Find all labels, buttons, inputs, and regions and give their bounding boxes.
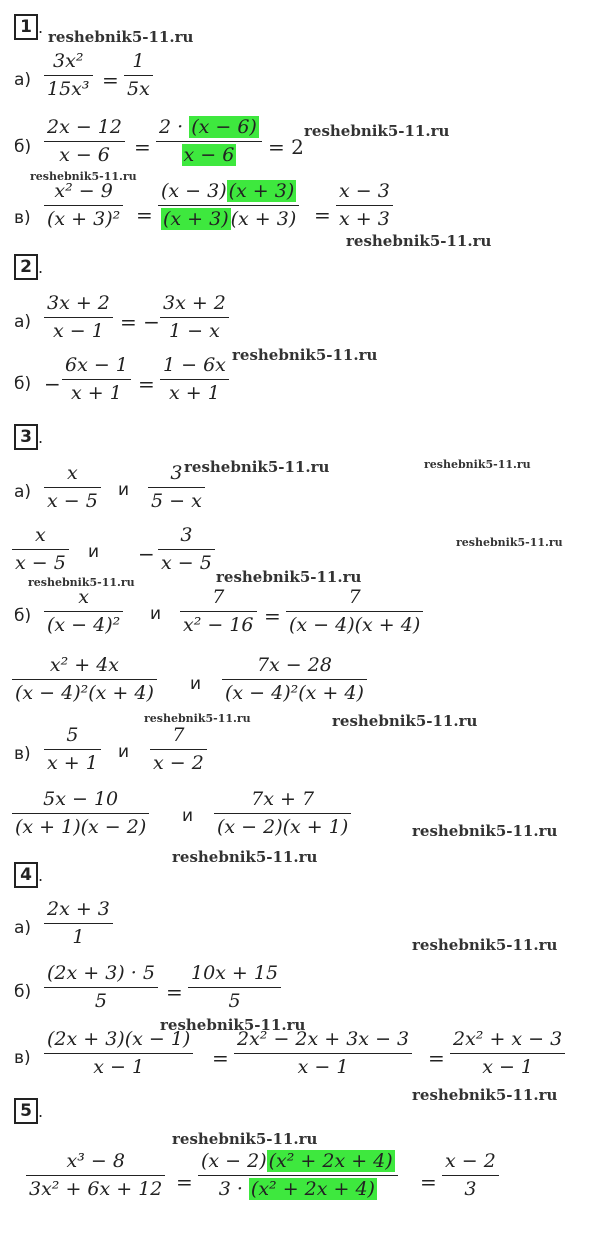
- and-word: и: [118, 480, 130, 500]
- factor: 2 ·: [159, 116, 190, 138]
- fraction: [442, 1152, 499, 1199]
- factor: (x − 3): [161, 180, 227, 202]
- and-word: и: [182, 806, 194, 826]
- denominator: (x + 3)²: [47, 208, 121, 231]
- denominator: x − 1: [482, 1056, 534, 1079]
- item-label-a: а): [14, 918, 32, 938]
- watermark: reshebnik5-11.ru: [232, 346, 378, 364]
- fraction: [222, 656, 367, 703]
- denominator: x − 1: [93, 1056, 145, 1079]
- watermark: reshebnik5-11.ru: [160, 1016, 306, 1034]
- item-label-v: в): [14, 1048, 31, 1068]
- denominator: x + 1: [71, 382, 122, 405]
- item-label-b: б): [14, 982, 32, 1002]
- fraction: [198, 1152, 398, 1199]
- and-word: и: [150, 604, 162, 624]
- equals-sign: =: [176, 1170, 193, 1194]
- and-word: и: [88, 542, 100, 562]
- numerator: 1: [132, 50, 145, 72]
- section-number-3: 3: [14, 424, 38, 450]
- equals-sign: =: [102, 68, 119, 92]
- denominator: x − 1: [297, 1056, 349, 1079]
- denominator: 3x² + 6x + 12: [29, 1178, 163, 1201]
- watermark: reshebnik5-11.ru: [424, 458, 531, 471]
- numerator: 7x + 7: [251, 788, 315, 810]
- numerator: x − 2: [445, 1150, 496, 1172]
- numerator: x − 3: [339, 180, 390, 202]
- numerator: (2x + 3) · 5: [47, 962, 155, 984]
- denominator: x − 5: [15, 552, 66, 575]
- minus-sign: −: [138, 542, 155, 566]
- denominator: (x − 4)²(x + 4): [225, 682, 364, 705]
- denominator: x + 1: [169, 382, 220, 405]
- watermark: reshebnik5-11.ru: [412, 936, 558, 954]
- denominator: x − 2: [153, 752, 204, 775]
- denominator: (x − 4)(x + 4): [289, 614, 421, 637]
- item-label-a: а): [14, 312, 32, 332]
- numerator: x: [35, 524, 46, 546]
- watermark: reshebnik5-11.ru: [28, 576, 135, 589]
- fraction: [26, 1152, 165, 1199]
- fraction: [44, 182, 123, 229]
- numerator: x: [78, 586, 89, 608]
- section-dot: .: [38, 258, 44, 277]
- fraction: [158, 526, 215, 573]
- watermark: reshebnik5-11.ru: [144, 712, 251, 725]
- fraction: [156, 118, 262, 165]
- numerator: 3x + 2: [163, 292, 226, 314]
- numerator: 5: [66, 724, 79, 746]
- denominator: [179, 142, 240, 165]
- item-label-b: б): [14, 606, 32, 626]
- item-label-b: б): [14, 374, 32, 394]
- highlighted-factor: (x + 3): [163, 208, 229, 231]
- watermark: reshebnik5-11.ru: [172, 1130, 318, 1148]
- numerator: 7: [348, 586, 361, 608]
- equals-sign: =: [428, 1046, 445, 1070]
- section-dot: .: [38, 18, 44, 37]
- section-dot: .: [38, 1102, 44, 1121]
- denominator: 15x³: [47, 78, 90, 101]
- section-number-1: 1: [14, 14, 38, 40]
- equals-sign: =: [166, 980, 183, 1004]
- fraction: [44, 588, 123, 635]
- watermark: reshebnik5-11.ru: [456, 536, 563, 549]
- fraction: [286, 588, 423, 635]
- watermark: reshebnik5-11.ru: [412, 1086, 558, 1104]
- fraction: [150, 726, 207, 773]
- fraction: [450, 1030, 565, 1077]
- numerator: x³ − 8: [66, 1150, 125, 1172]
- fraction: [44, 118, 125, 165]
- denominator: (x − 4)²(x + 4): [15, 682, 154, 705]
- numerator: [198, 1152, 398, 1175]
- watermark: reshebnik5-11.ru: [332, 712, 478, 730]
- equals-sign: =: [136, 203, 153, 227]
- denominator: x − 1: [53, 320, 104, 343]
- fraction: [180, 588, 257, 635]
- fraction: [44, 726, 101, 773]
- denominator: (x + 1)(x − 2): [15, 816, 147, 839]
- fraction: [44, 52, 93, 99]
- item-label-b: б): [14, 137, 32, 157]
- numerator: 7: [212, 586, 225, 608]
- fraction: [62, 356, 131, 403]
- fraction: [12, 526, 69, 573]
- highlighted-factor: (x² + 2x + 4): [250, 1178, 375, 1201]
- fraction: [336, 182, 393, 229]
- numerator: 3: [180, 524, 193, 546]
- numerator: (2x + 3)(x − 1): [47, 1028, 191, 1050]
- minus-sign: −: [44, 372, 61, 396]
- equals-sign: =: [138, 372, 155, 396]
- highlighted-factor: (x² + 2x + 4): [268, 1150, 393, 1172]
- numerator: 3x²: [53, 50, 84, 72]
- denominator: x + 3: [339, 208, 390, 231]
- factor: 3 ·: [218, 1178, 249, 1201]
- section-number-4: 4: [14, 862, 38, 888]
- factor: (x − 2): [201, 1150, 267, 1172]
- item-label-a: а): [14, 70, 32, 90]
- item-label-v: в): [14, 208, 31, 228]
- section-dot: .: [38, 866, 44, 885]
- equals-sign: =: [212, 1046, 229, 1070]
- fraction: [44, 464, 101, 511]
- equals-sign: =: [264, 604, 281, 628]
- denominator: (x − 2)(x + 1): [217, 816, 349, 839]
- fraction: [160, 294, 229, 341]
- item-label-a: а): [14, 482, 32, 502]
- denominator: 5 − x: [151, 490, 202, 513]
- denominator: [216, 1176, 380, 1199]
- section-number-5: 5: [14, 1098, 38, 1124]
- fraction: [12, 656, 157, 703]
- numerator: 2x² + x − 3: [453, 1028, 563, 1050]
- fraction: [188, 964, 281, 1011]
- numerator: 10x + 15: [191, 962, 279, 984]
- highlighted-factor: x − 6: [183, 144, 235, 167]
- fraction: [160, 356, 229, 403]
- numerator: x² − 9: [54, 180, 113, 202]
- numerator: 2x² − 2x + 3x − 3: [237, 1028, 410, 1050]
- equals-minus: = −: [120, 310, 160, 334]
- fraction: [44, 1030, 193, 1077]
- watermark: reshebnik5-11.ru: [30, 170, 137, 183]
- numerator: 1 − 6x: [163, 354, 226, 376]
- watermark: reshebnik5-11.ru: [412, 822, 558, 840]
- watermark: reshebnik5-11.ru: [216, 568, 362, 586]
- highlighted-factor: (x − 6): [191, 116, 257, 138]
- watermark: reshebnik5-11.ru: [172, 848, 318, 866]
- fraction: [44, 294, 113, 341]
- numerator: x² + 4x: [49, 654, 119, 676]
- numerator: 2x + 3: [47, 898, 110, 920]
- denominator: x − 6: [59, 144, 110, 167]
- and-word: и: [118, 742, 130, 762]
- section-number-2: 2: [14, 254, 38, 280]
- and-word: и: [190, 674, 202, 694]
- fraction: [234, 1030, 412, 1077]
- fraction: [12, 790, 149, 837]
- numerator: 5x − 10: [43, 788, 119, 810]
- numerator: 3x + 2: [47, 292, 110, 314]
- numerator: 6x − 1: [65, 354, 128, 376]
- equals-sign: =: [134, 135, 151, 159]
- numerator: [156, 118, 262, 141]
- denominator: x − 5: [161, 552, 212, 575]
- equals-sign: = 2: [268, 135, 304, 159]
- denominator: 1 − x: [169, 320, 220, 343]
- numerator: 7: [172, 724, 185, 746]
- watermark: reshebnik5-11.ru: [48, 28, 194, 46]
- equals-sign: =: [420, 1170, 437, 1194]
- fraction: [124, 52, 153, 99]
- factor: (x + 3): [230, 208, 297, 231]
- watermark: reshebnik5-11.ru: [346, 232, 492, 250]
- denominator: 5: [94, 990, 108, 1013]
- denominator: (x − 4)²: [47, 614, 121, 637]
- denominator: [158, 206, 299, 229]
- denominator: 3: [464, 1178, 477, 1201]
- watermark: reshebnik5-11.ru: [184, 458, 330, 476]
- numerator: 3: [170, 462, 183, 484]
- fraction: [44, 964, 158, 1011]
- section-dot: .: [38, 428, 44, 447]
- highlighted-factor: (x + 3): [228, 180, 295, 202]
- numerator: [158, 182, 299, 205]
- numerator: 2x − 12: [47, 116, 122, 138]
- numerator: 7x − 28: [256, 654, 332, 676]
- denominator: x − 5: [47, 490, 98, 513]
- watermark: reshebnik5-11.ru: [304, 122, 450, 140]
- denominator: x + 1: [47, 752, 98, 775]
- fraction: [214, 790, 351, 837]
- denominator: x² − 16: [183, 614, 254, 637]
- denominator: 1: [72, 926, 85, 949]
- denominator: 5x: [127, 78, 150, 101]
- item-label-v: в): [14, 744, 31, 764]
- fraction: [158, 182, 299, 229]
- numerator: x: [67, 462, 78, 484]
- equals-sign: =: [314, 203, 331, 227]
- fraction: [44, 900, 113, 947]
- denominator: 5: [228, 990, 241, 1013]
